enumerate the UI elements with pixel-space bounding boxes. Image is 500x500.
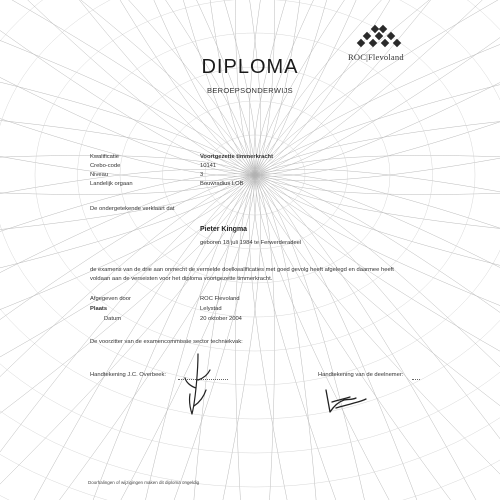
detail-label-niveau: Niveau [90, 172, 109, 178]
signature-overbeek [168, 350, 228, 420]
statement-line-1: de examens van de drie aan onmecht de vermelde doelkwalificaties met goed gevolg heeft afgelegd en daarmee heeft [90, 267, 394, 273]
detail-label-kwalificatie: Kwalificatie [90, 154, 119, 160]
detail-value-crebo: 10141 [200, 163, 217, 169]
logo-text: ROC|Flevoland [348, 52, 404, 62]
detail-label-crebo: Crebo-code [90, 163, 121, 169]
issued-label-date: Datum [104, 316, 122, 322]
recipient-birth: geboren 18 juli 1984 te Ferwerderadeel [200, 240, 302, 246]
footer-note: Doorhalingen of wijzigingen maken dit diploma ongeldig [88, 480, 200, 485]
declaration-text: De ondergetekende verklaart dat [90, 206, 175, 212]
issued-label-by: Afgegeven door [90, 296, 131, 302]
signature-participant [322, 386, 368, 416]
committee-text: De voorzitter van de examencommissie sector techniekvak: [90, 339, 243, 345]
issued-label-place: Plaats [90, 306, 108, 312]
checker-diamond-icon [350, 24, 410, 54]
diploma-subtitle: BEROEPSONDERWIJS [207, 86, 293, 95]
diploma-title: DIPLOMA [201, 56, 299, 78]
signature-label-right: Handtekening van de deelnemer: [318, 372, 404, 378]
detail-value-kwalificatie: Voortgezette timmerkracht [200, 154, 274, 160]
statement-line-2: voldaan aan de verseisten voor het diploma voortgezette timmerkracht. [90, 276, 273, 282]
signature-label-left: Handtekening J.C. Overbeek: [90, 372, 167, 378]
detail-value-niveau: 3 [200, 172, 204, 178]
recipient-name: Pieter Kingma [200, 226, 248, 233]
detail-value-orgaan: Bouwradius LOB [200, 181, 244, 187]
signature-line-right [412, 379, 420, 380]
detail-label-orgaan: Landelijk orgaan [90, 181, 133, 187]
issued-value-place: Lelystad [200, 306, 222, 312]
issued-value-by: ROC Flevoland [200, 296, 240, 302]
issued-value-date: 20 oktober 2004 [200, 316, 242, 322]
